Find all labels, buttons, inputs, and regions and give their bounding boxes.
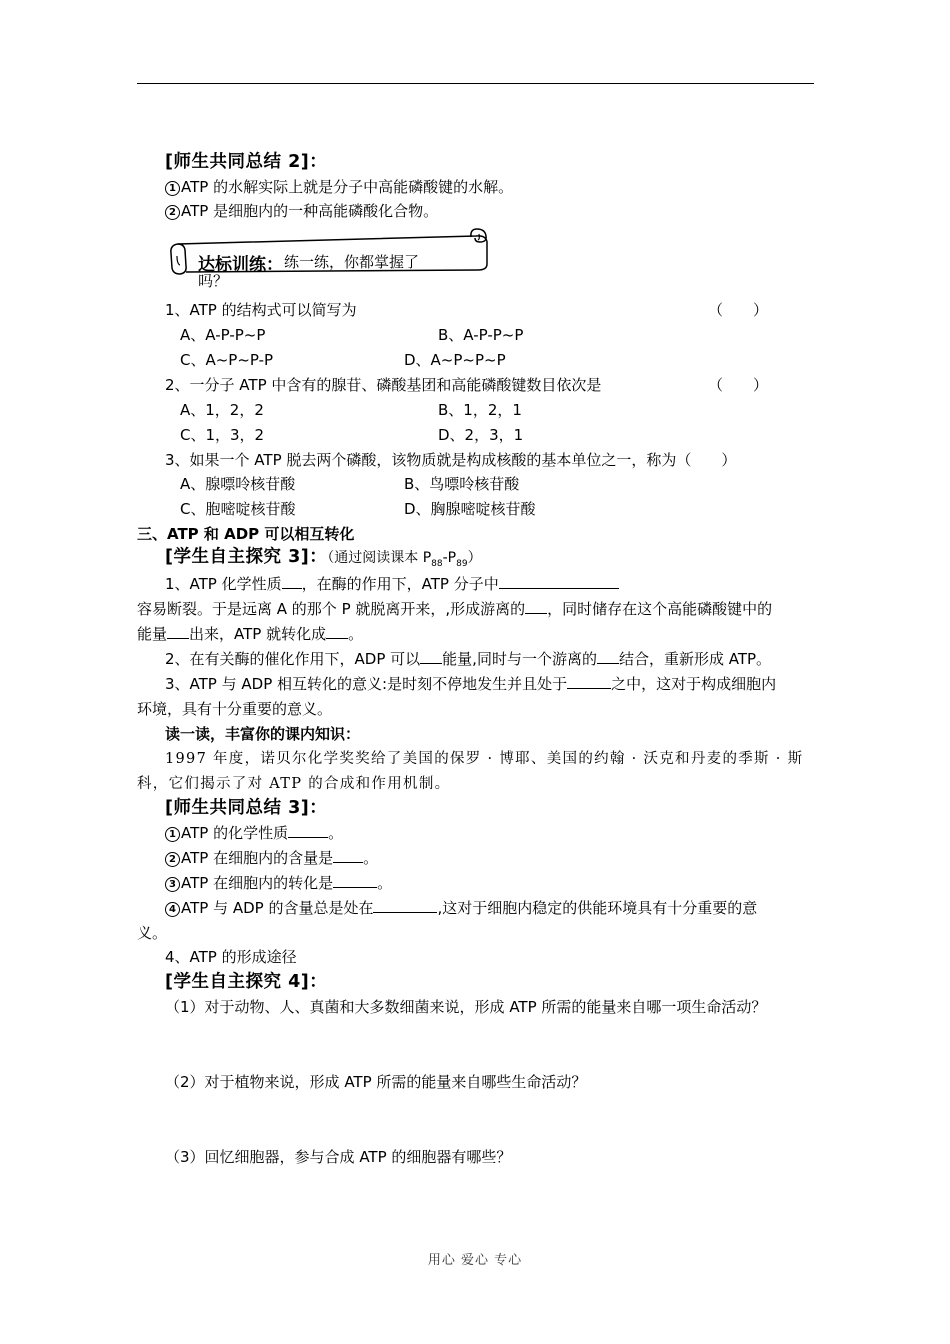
reading-line-2: 科，它们揭示了对 ATP 的合成和作用机制。: [137, 776, 451, 792]
question-2-option-a: A、1，2，2: [180, 401, 264, 419]
question-1-option-d: D、A~P~P~P: [404, 351, 506, 369]
explore3-heading: [学生自主探究 3]：: [165, 547, 328, 567]
circled-number: 3: [165, 877, 180, 892]
fill-blank[interactable]: [326, 624, 348, 639]
question-3-stem: 3、如果一个 ATP 脱去两个磷酸，该物质就是构成核酸的基本单位之一，称为（ ）: [165, 451, 737, 469]
circled-number: 2: [165, 852, 180, 867]
fill-blank[interactable]: [373, 898, 437, 913]
summary3-item-1: 1 ATP 的化学性质 。: [165, 823, 343, 843]
explore3-p3-line1: 3、ATP 与 ADP 相互转化的意义:是时刻不停地发生并且处于 之中，这对于构成细胞内: [165, 675, 777, 693]
question-1-option-c: C、A~P~P-P: [180, 351, 274, 369]
summary3-item-2: 2 ATP 在细胞内的含量是 。: [165, 848, 378, 868]
reading-line-1: 1997 年度，诺贝尔化学奖奖给了美国的保罗 · 博耶、美国的约翰 · 沃克和丹麦的季斯 · 斯: [165, 751, 804, 767]
summary3-item-4-wrap: 义。: [137, 924, 168, 942]
explore3-p2: 2、在有关酶的催化作用下，ADP 可以 能量,同时与一个游离的 结合，重新形成 ATP。: [165, 650, 772, 668]
fill-blank[interactable]: [167, 624, 189, 639]
explore4-question-1: （1）对于动物、人、真菌和大多数细菌来说，形成 ATP 所需的能量来自哪一项生命活动？: [165, 998, 767, 1016]
question-2-answer-blank: （ ）: [708, 376, 769, 394]
question-3-option-a: A、腺嘌呤核苷酸: [180, 475, 296, 493]
header-rule: [137, 83, 814, 84]
explore3-p1-line2: 容易断裂。于是远离 A 的那个 P 就脱离开来，,形成游离的 ，同时储存在这个高能磷酸键中的: [137, 600, 773, 618]
circled-number: 2: [165, 205, 180, 220]
section-4-title: 4、ATP 的形成途径: [165, 948, 297, 966]
explore4-heading: [学生自主探究 4]：: [165, 972, 328, 992]
scroll-subtitle: 练一练，你都掌握了: [284, 253, 420, 271]
explore3-p3-line2: 环境，具有十分重要的意义。: [137, 700, 333, 718]
summary2-item-2: 2 ATP 是细胞内的一种高能磷酸化合物。: [165, 201, 438, 221]
question-1-option-b: B、A-P-P~P: [438, 326, 524, 344]
explore4-question-2: （2）对于植物来说，形成 ATP 所需的能量来自哪些生命活动？: [165, 1073, 587, 1091]
summary3-heading: [师生共同总结 3]：: [165, 798, 328, 818]
fill-blank[interactable]: [525, 599, 547, 614]
explore4-question-3: （3）回忆细胞器，参与合成 ATP 的细胞器有哪些？: [165, 1148, 512, 1166]
scroll-subtitle-wrap: 吗？: [198, 272, 229, 290]
question-3-option-c: C、胞嘧啶核苷酸: [180, 500, 296, 518]
question-2-option-c: C、1，3，2: [180, 426, 265, 444]
question-3-option-b: B、鸟嘌呤核苷酸: [404, 475, 520, 493]
summary3-item-3: 3 ATP 在细胞内的转化是 。: [165, 873, 392, 893]
summary3-item-4: 4 ATP 与 ADP 的含量总是处在 ,这对于细胞内稳定的供能环境具有十分重要的意: [165, 898, 757, 918]
fill-blank[interactable]: [288, 823, 328, 838]
question-1-answer-blank: （ ）: [708, 301, 769, 319]
fill-blank[interactable]: [567, 674, 611, 689]
summary2-item-1: 1 ATP 的水解实际上就是分子中高能磷酸键的水解。: [165, 177, 513, 197]
question-1-stem: 1、ATP 的结构式可以简写为: [165, 301, 357, 319]
page-footer: 用心 爱心 专心: [427, 1253, 523, 1268]
question-3-option-d: D、胸腺嘧啶核苷酸: [404, 500, 536, 518]
fill-blank[interactable]: [333, 848, 363, 863]
fill-blank[interactable]: [597, 649, 619, 664]
summary2-heading: [师生共同总结 2]：: [165, 152, 328, 172]
circled-number: 4: [165, 902, 180, 917]
circled-number: 1: [165, 181, 180, 196]
fill-blank[interactable]: [282, 574, 302, 589]
explore3-p1-line3: 能量 出来，ATP 就转化成 。: [137, 625, 364, 643]
fill-blank[interactable]: [333, 873, 377, 888]
explore3-p1-line1: 1、ATP 化学性质 ，在酶的作用下，ATP 分子中: [165, 574, 619, 594]
scroll-title: 达标训练：: [198, 255, 283, 275]
fill-blank[interactable]: [499, 574, 619, 589]
question-2-option-b: B、1，2，1: [438, 401, 522, 419]
reading-heading: 读一读，丰富你的课内知识：: [165, 725, 361, 743]
circled-number: 1: [165, 827, 180, 842]
question-1-option-a: A、A-P-P~P: [180, 326, 266, 344]
explore3-heading-line: [学生自主探究 3]：（通过阅读课本 $P_{88}-P_{89}$）: [165, 547, 482, 569]
question-2-option-d: D、2，3，1: [438, 426, 524, 444]
fill-blank[interactable]: [420, 649, 442, 664]
section-3-title: 三、ATP 和 ADP 可以相互转化: [137, 525, 355, 543]
question-2-stem: 2、一分子 ATP 中含有的腺苷、磷酸基团和高能磷酸键数目依次是: [165, 376, 602, 394]
